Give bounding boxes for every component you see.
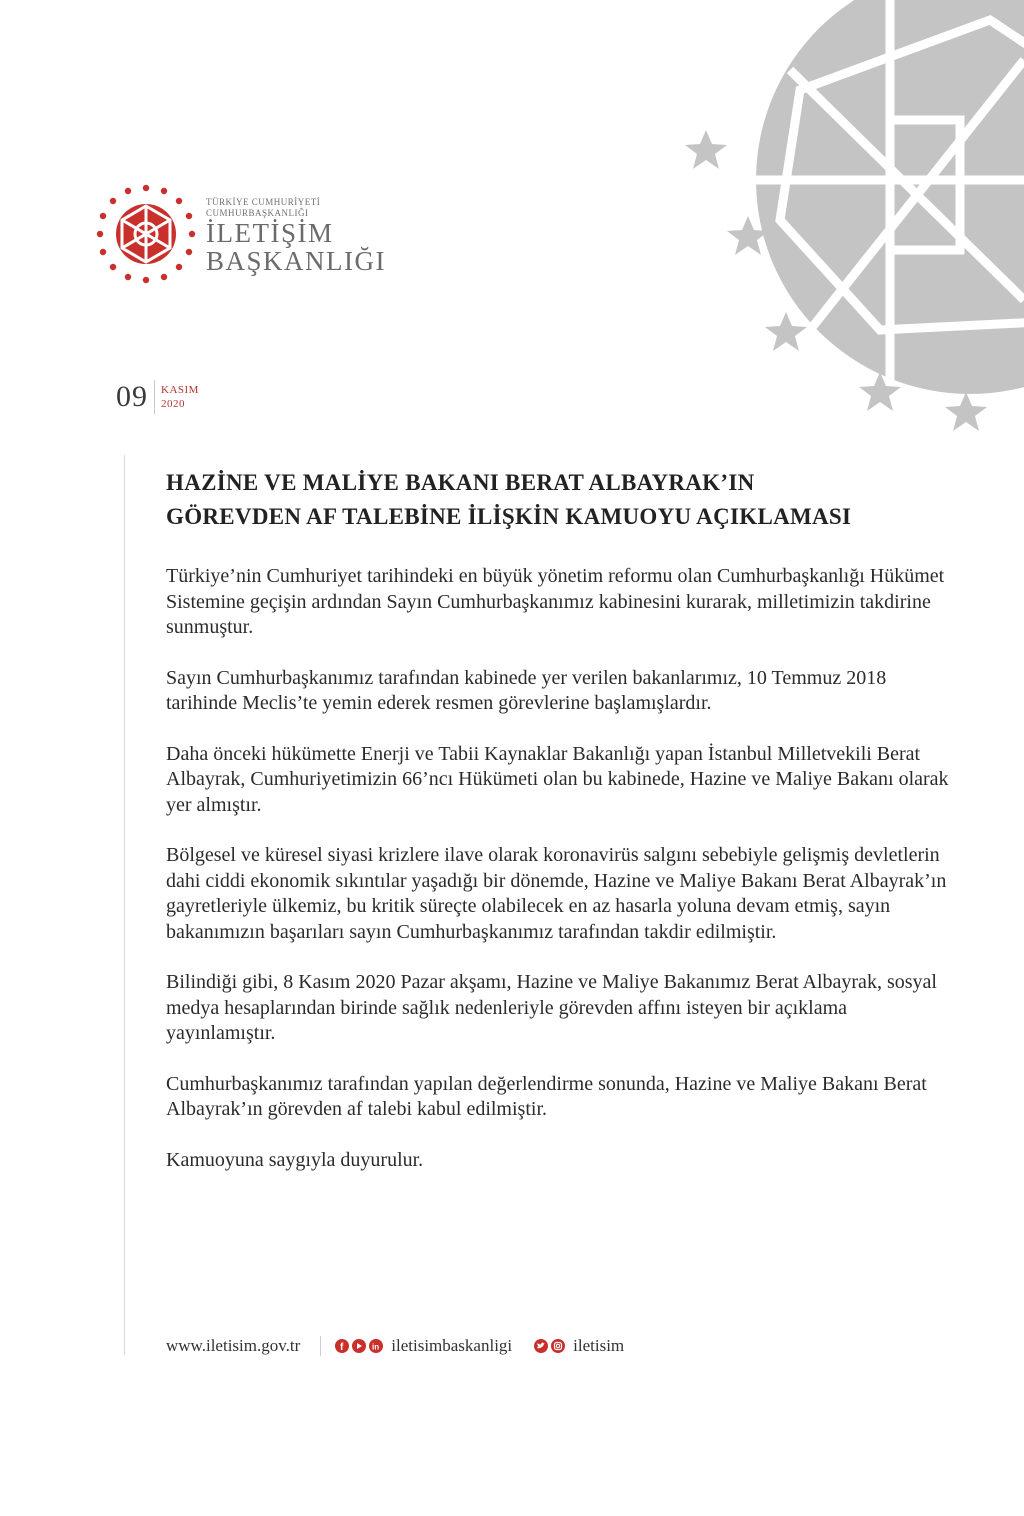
instagram-icon[interactable] xyxy=(551,1339,565,1353)
brand-line-2: BAŞKANLIĞI xyxy=(206,246,386,276)
paragraph: Bilindiği gibi, 8 Kasım 2020 Pazar akşamı, Hazine ve Maliye Bakanımız Berat Albayrak, sosyal medya hesaplarından birinde sağlık nedenleriyle görevden affını isteyen bir açıklama yayınlamıştır. xyxy=(166,971,937,1044)
page-title xyxy=(166,466,966,534)
paragraph: Sayın Cumhurbaşkanımız tarafından kabinede yer verilen bakanlarımız, 10 Temmuz 2018 tarihinde Meclis’te yemin ederek resmen görevlerine başlamışlardır. xyxy=(166,666,887,714)
paragraph: Bölgesel ve küresel siyasi krizlere ilave olarak koronavirüs salgını sebebiyle gelişmiş devletlerin dahi ciddi ekonomik sıkıntılar yaşadığı bir dönemde, Hazine ve Maliye Bakanı Berat Albayrak’ın gayretleriyle ülkemiz, bu kritik süreçte olabilecek en az hasarla yoluna devam etmiş, sayın bakanımızın başarıları sayın Cumhurbaşkanımız tarafından takdir edilmiştir. xyxy=(166,844,947,943)
paragraph: Daha önceki hükümette Enerji ve Tabii Kaynaklar Bakanlığı yapan İstanbul Milletvekili Berat Albayrak, Cumhuriyetimizin 66’ncı Hükümeti olan bu kabinede, Hazine ve Maliye Bakanı olarak yer almıştır. xyxy=(166,742,949,816)
footer xyxy=(166,1334,624,1358)
title-line-1: HAZİNE VE MALİYE BAKANI BERAT ALBAYRAK’IN xyxy=(166,470,755,495)
paragraph: Kamuoyuna saygıyla duyurulur. xyxy=(166,1148,424,1171)
date-block xyxy=(116,380,199,414)
org-line-2: CUMHURBAŞKANLIĞI xyxy=(206,208,309,218)
svg-text:in: in xyxy=(372,1342,380,1352)
social-handle-1[interactable]: iletisimbaskanligi xyxy=(391,1336,513,1355)
facebook-icon[interactable] xyxy=(335,1339,349,1353)
website-link[interactable]: www.iletisim.gov.tr xyxy=(166,1336,301,1355)
decorative-globe-graphic xyxy=(660,0,1024,470)
svg-text:f: f xyxy=(340,1342,344,1353)
statement-body xyxy=(166,564,956,1198)
star-icon xyxy=(945,392,987,431)
social-handle-2[interactable]: iletisim xyxy=(573,1336,625,1355)
date-month: KASIM xyxy=(161,384,199,396)
title-line-2: GÖREVDEN AF TALEBİNE İLİŞKİN KAMUOYU AÇIKLAMASI xyxy=(166,504,852,529)
date-divider xyxy=(154,380,155,414)
star-icon xyxy=(765,312,807,351)
left-rule-divider xyxy=(124,455,125,1355)
presidential-seal-icon xyxy=(92,180,200,288)
linkedin-icon[interactable] xyxy=(369,1339,383,1353)
date-day: 09 xyxy=(116,380,148,413)
date-year: 2020 xyxy=(161,398,185,410)
paragraph: Cumhurbaşkanımız tarafından yapılan değerlendirme sonunda, Hazine ve Maliye Bakanı Berat Albayrak’ın görevden af talebi kabul edilmiştir. xyxy=(166,1072,927,1120)
twitter-icon[interactable] xyxy=(534,1339,548,1353)
organization-brand xyxy=(206,197,386,275)
youtube-icon[interactable] xyxy=(352,1339,366,1353)
paragraph: Türkiye’nin Cumhuriyet tarihindeki en büyük yönetim reformu olan Cumhurbaşkanlığı Hükümet Sistemine geçişin ardından Sayın Cumhurbaşkanımız kabinesini kurarak, milletimizin takdirine sunmuştur. xyxy=(166,565,945,638)
footer-divider xyxy=(320,1336,321,1356)
brand-line-1: İLETİŞİM xyxy=(206,218,334,248)
star-icon xyxy=(685,130,727,169)
org-line-1: TÜRKİYE CUMHURİYETİ xyxy=(206,197,321,207)
